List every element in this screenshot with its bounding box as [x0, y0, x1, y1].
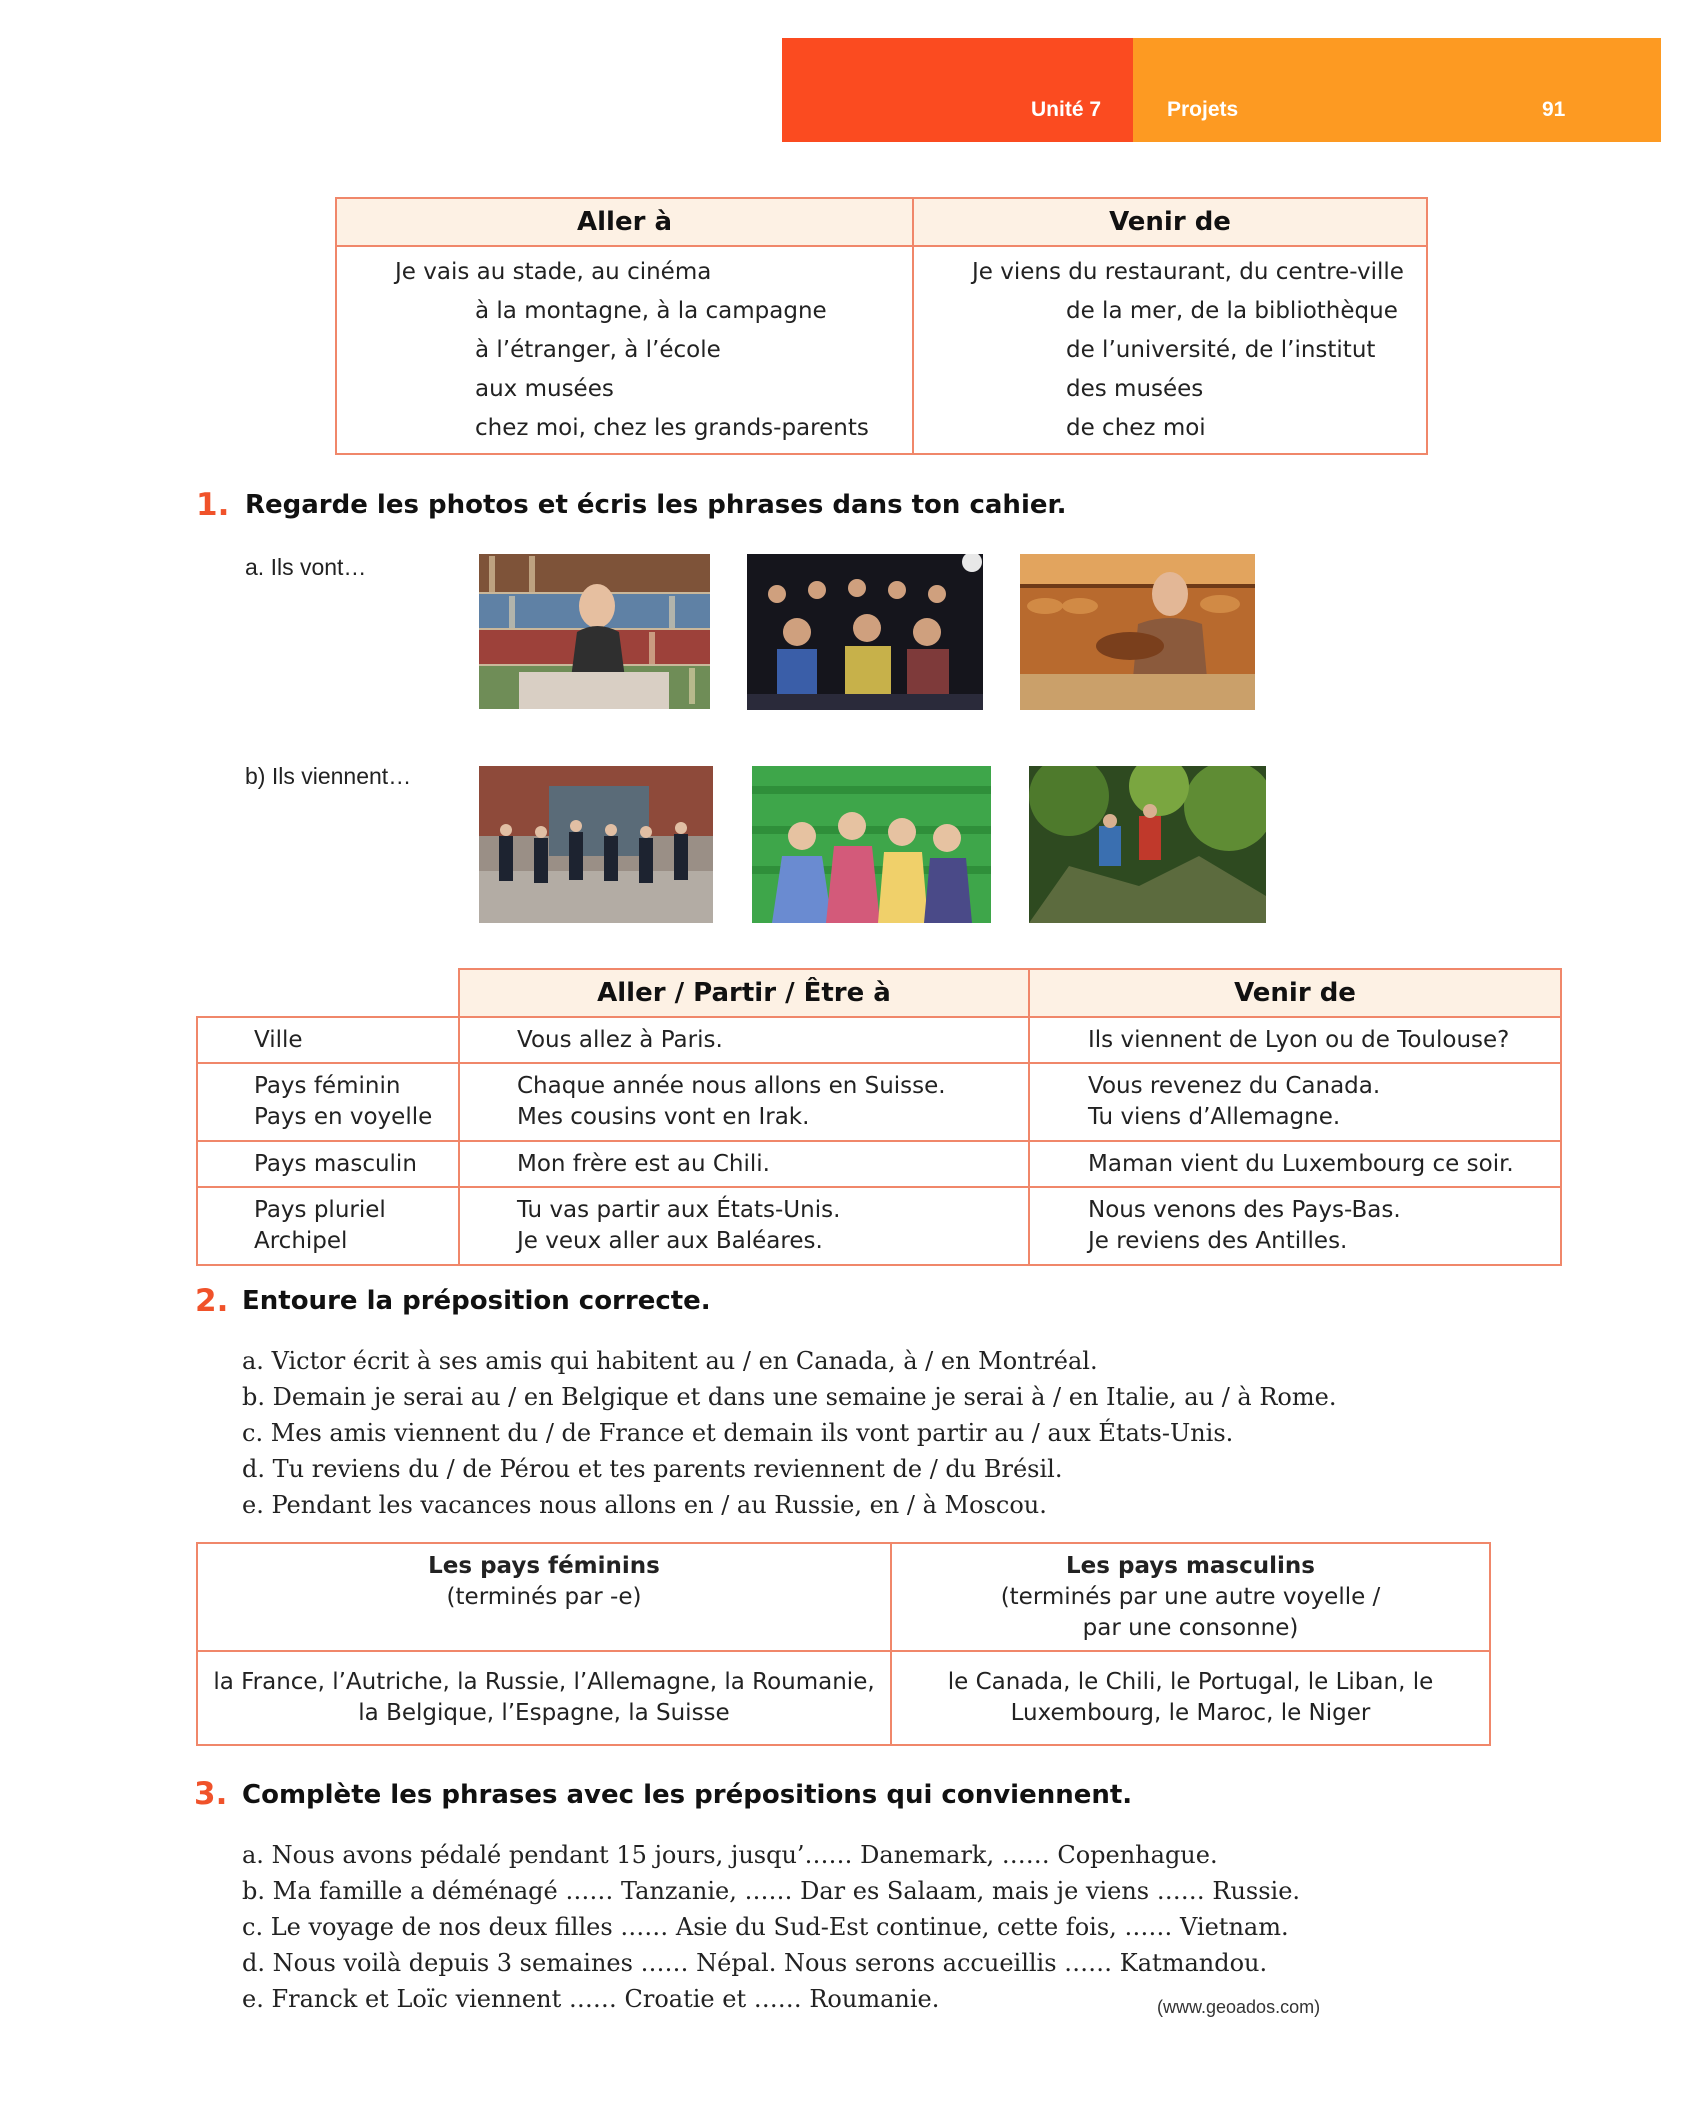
- stadium-fans-photo: [752, 766, 991, 923]
- table3-feminine-sub: (terminés par -e): [446, 1583, 642, 1610]
- table3-masculine-header: [891, 1543, 1490, 1651]
- exercise2-list: [242, 1343, 1336, 1523]
- table2-aller-example: Mon frère est au Chili.: [459, 1141, 1029, 1187]
- exercise1-a-label: a. Ils vont…: [245, 554, 367, 580]
- table1-aller-line: à l’étranger, à l’école: [475, 337, 721, 363]
- exercise1-title: Regarde les photos et écris les phrases dans ton cahier.: [245, 490, 1067, 520]
- page-number: 91: [1542, 98, 1566, 121]
- list-item: a. Nous avons pédalé pendant 15 jours, jusqu’…… Danemark, …… Copenhague.: [242, 1841, 1218, 1869]
- table2-aller-example: Vous allez à Paris.: [459, 1017, 1029, 1063]
- exercise1-b-label: b) Ils viennent…: [245, 763, 412, 789]
- table1-venir-cell: [913, 246, 1427, 454]
- table1-header-venir: Venir de: [913, 198, 1427, 246]
- table1-aller-line: aux musées: [475, 376, 614, 402]
- list-item: b. Ma famille a déménagé …… Tanzanie, …… Dar es Salaam, mais je viens …… Russie.: [242, 1877, 1301, 1905]
- list-item: a. Victor écrit à ses amis qui habitent au / en Canada, à / en Montréal.: [242, 1347, 1098, 1375]
- unit-banner: [782, 38, 1133, 142]
- section-banner: [1133, 38, 1661, 142]
- library-photo: [479, 554, 710, 709]
- table-row: [197, 1187, 1561, 1265]
- source-credit: (www.geoados.com): [1157, 1997, 1321, 2017]
- table1-venir-line: des musées: [1066, 376, 1204, 402]
- table2-venir-example: Maman vient du Luxembourg ce soir.: [1029, 1141, 1561, 1187]
- table1-venir-line: Je viens du restaurant, du centre-ville: [972, 259, 1404, 285]
- hiking-photo: [1029, 766, 1266, 923]
- table3-masculine-title: Les pays masculins: [1066, 1552, 1315, 1579]
- list-item: c. Mes amis viennent du / de France et demain ils vont partir au / aux États-Unis.: [242, 1419, 1234, 1447]
- table3-feminine-title: Les pays féminins: [428, 1552, 660, 1579]
- table2-venir-example: Ils viennent de Lyon ou de Toulouse?: [1029, 1017, 1561, 1063]
- exercise2-number: 2.: [195, 1283, 229, 1319]
- gender-countries-table: [196, 1542, 1491, 1746]
- table2-category: Pays masculin: [197, 1141, 459, 1187]
- table-row: [197, 1017, 1561, 1063]
- exercise3-title: Complète les phrases avec les prépositions qui conviennent.: [242, 1780, 1133, 1810]
- table1-venir-line: de la mer, de la bibliothèque: [1066, 298, 1398, 324]
- table1-aller-cell: [336, 246, 913, 454]
- exercise2-title: Entoure la préposition correcte.: [242, 1286, 711, 1316]
- list-item: e. Pendant les vacances nous allons en / au Russie, en / à Moscou.: [242, 1491, 1047, 1519]
- table1-aller-line: Je vais au stade, au cinéma: [395, 259, 712, 285]
- exercise3-number: 3.: [194, 1776, 228, 1812]
- table2-aller-example: Chaque année nous allons en Suisse. Mes cousins vont en Irak.: [459, 1063, 1029, 1141]
- table2-header-aller: Aller / Partir / Être à: [459, 969, 1029, 1017]
- table2-header-empty: [197, 969, 459, 1017]
- table2-category: Pays pluriel Archipel: [197, 1187, 459, 1265]
- table2-venir-example: Nous venons des Pays-Bas. Je reviens des Antilles.: [1029, 1187, 1561, 1265]
- table3-masculine-sub: (terminés par une autre voyelle /: [1000, 1583, 1381, 1610]
- section-label: Projets: [1167, 98, 1239, 121]
- table3-feminine-header: [197, 1543, 891, 1651]
- table-row: [197, 1141, 1561, 1187]
- table1-header-aller: Aller à: [336, 198, 913, 246]
- table3-feminine-list: la France, l’Autriche, la Russie, l’Allemagne, la Roumanie, la Belgique, l’Espagne, la Suisse: [197, 1651, 891, 1745]
- list-item: c. Le voyage de nos deux filles …… Asie du Sud-Est continue, cette fois, …… Vietnam.: [242, 1913, 1289, 1941]
- table3-masculine-sub: par une consonne): [1082, 1614, 1299, 1641]
- table2-aller-example: Tu vas partir aux États-Unis. Je veux aller aux Baléares.: [459, 1187, 1029, 1265]
- table2-category: Pays féminin Pays en voyelle: [197, 1063, 459, 1141]
- cinema-photo: [747, 554, 983, 710]
- table3-masculine-list: le Canada, le Chili, le Portugal, le Liban, le Luxembourg, le Maroc, le Niger: [891, 1651, 1490, 1745]
- exercise1-number: 1.: [196, 487, 230, 523]
- table-row: [197, 1063, 1561, 1141]
- unit-label: Unité 7: [1031, 98, 1102, 121]
- list-item: b. Demain je serai au / en Belgique et dans une semaine je serai à / en Italie, au / à Rome.: [242, 1383, 1337, 1411]
- table1-aller-line: à la montagne, à la campagne: [475, 298, 827, 324]
- exercise3-list: [242, 1837, 1300, 2017]
- table1-aller-line: chez moi, chez les grands-parents: [475, 415, 869, 441]
- bakery-photo: [1020, 554, 1255, 710]
- school-photo: [479, 766, 713, 923]
- list-item: d. Nous voilà depuis 3 semaines …… Népal. Nous serons accueillis …… Katmandou.: [242, 1949, 1268, 1977]
- country-prepositions-table: [196, 968, 1562, 1266]
- list-item: e. Franck et Loïc viennent …… Croatie et …… Roumanie.: [242, 1985, 940, 2013]
- table1-venir-line: de l’université, de l’institut: [1066, 337, 1376, 363]
- table1-venir-line: de chez moi: [1066, 415, 1206, 441]
- aller-venir-table: [335, 197, 1428, 455]
- table2-venir-example: Vous revenez du Canada. Tu viens d’Allemagne.: [1029, 1063, 1561, 1141]
- table2-header-venir: Venir de: [1029, 969, 1561, 1017]
- list-item: d. Tu reviens du / de Pérou et tes parents reviennent de / du Brésil.: [242, 1455, 1063, 1483]
- table2-category: Ville: [197, 1017, 459, 1063]
